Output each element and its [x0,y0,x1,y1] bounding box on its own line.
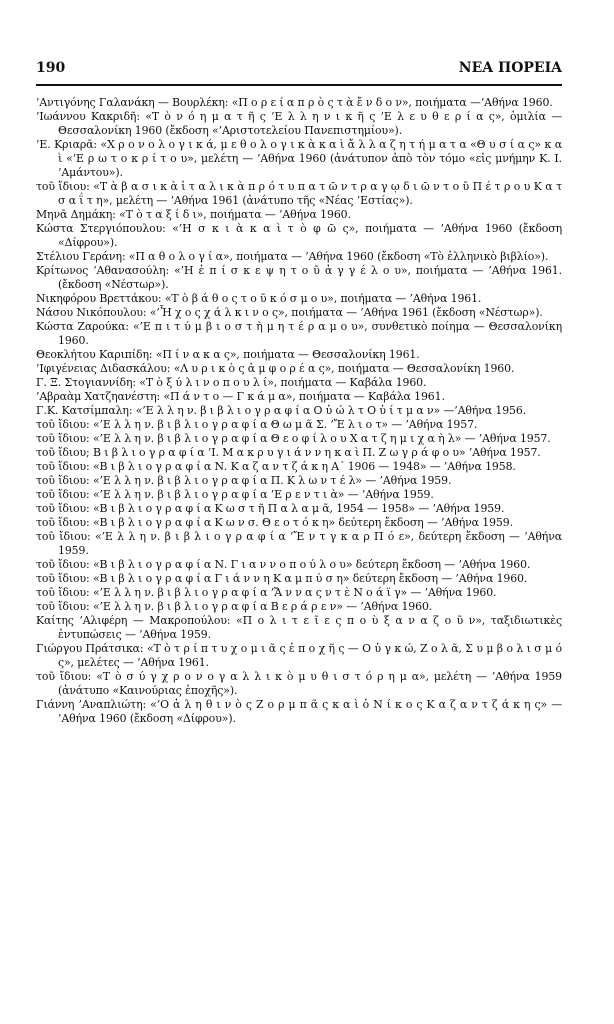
bibliography-list [36,96,562,726]
header-rule [36,84,562,86]
bibliography-entry: τοῦ ἴδιου: «Β ι β λ ι ο γ ρ α φ ί α Ν. Γ ι α ν ν ο π ο ύ λ ο υ» δεύτερη ἔκδοση — ’Αθήνα 1960. [36,558,531,571]
bibliography-entry: τοῦ ἴδιου: «Β ι β λ ι ο γ ρ α φ ί α Γ ι ά ν ν η Κ α μ π ύ σ η» δεύτερη ἔκδοση — ’Αθήνα 1960. [36,572,528,585]
bibliography-entry: Μηνᾶ Δημάκη: «Τ ὸ τ α ξ ί δ ι», ποιήματα — ’Αθήνα 1960. [36,208,351,221]
bibliography-entry: ’Ιφιγένειας Διδασκάλου: «Λ υ ρ ι κ ὸ ς ἀ μ φ ο ρ έ α ς», ποιήματα — Θεσσαλονίκη 1960. [36,362,515,375]
bibliography-entry: Κώστα Ζαρούκα: «’Ε π ι τ ύ μ β ι ο σ τ ὴ μ η τ έ ρ α μ ο υ», συνθετικὸ ποίημα — Θεσσαλονίκη 1960. [36,320,562,347]
bibliography-entry: ’Αβραὰμ Χατζηανέστη: «Π ά ν τ ο — Γ κ ά μ α», ποιήματα — Καβάλα 1961. [36,390,445,403]
bibliography-entry: Κρίτωνος ’Αθανασούλη: «’Η ἐ π ί σ κ ε ψ η τ ο ῦ ἀ γ γ έ λ ο υ», ποιήματα — ’Αθήνα 1961. (ἔκδοση «Νέστωρ»). [36,264,562,291]
bibliography-entry: ’Αντιγόνης Γαλανάκη — Βουρλέκη: «Π ο ρ ε ί α π ρ ὸ ς τ ὰ ἔ ν δ ο ν», ποιήματα —’Αθήνα 1960. [36,96,553,109]
bibliography-entry: τοῦ ἴδιου: «’Ε λ λ η ν. β ι β λ ι ο γ ρ α φ ί α Π. Κ λ ω ν τ έ λ» — ’Αθήνα 1959. [36,474,452,487]
bibliography-entry: τοῦ ἴδιου: «Τ ὰ β α σ ι κ ὰ ἰ τ α λ ι κ ὰ π ρ ό τ υ π α τ ῶ ν τ ρ α γ ῳ δ ι ῶ ν τ ο ῦ Π έ τ ρ ο υ Κ α τ σ α ΐ τ η», μελέτη — ’Αθήνα 1961 (ἀνάτυπο τῆς «Νέας ’Εστίας»). [36,180,562,207]
page-number: 190 [36,60,66,76]
bibliography-entry: Γιώργου Πράτσικα: «Τ ὸ τ ρ ί π τ υ χ ο μ ι ᾶ ς ἐ π ο χ ῆ ς — Ο ὐ γ κ ώ, Ζ ο λ ᾶ, Σ υ μ β ο λ ι σ μ ό ς», μελέτες — ’Αθήνα 1961. [36,642,562,669]
bibliography-entry: Θεοκλήτου Καριπίδη: «Π ί ν α κ α ς», ποιήματα — Θεσσαλονίκη 1961. [36,348,420,361]
bibliography-entry: τοῦ ἴδιου: «’Ε λ λ η ν. β ι β λ ι ο γ ρ α φ ί α Θ ω μ ᾶ Σ. ’Ἔ λ ι ο τ» — ’Αθήνα 1957. [36,418,478,431]
bibliography-entry: τοῦ ἴδιου; Β ι β λ ι ο γ ρ α φ ί α ’Ι. Μ α κ ρ υ γ ι ά ν ν η κ α ὶ Π. Ζ ω γ ρ ά φ ο υ» ’Αθήνα 1957. [36,446,541,459]
bibliography-entry: τοῦ ἴδιου: «Β ι β λ ι ο γ ρ α φ ί α Κ ω ν σ. Θ ε ο τ ό κ η» δεύτερη ἔκδοση — ’Αθήνα 1959. [36,516,513,529]
bibliography-entry: Στέλιου Γεράνη: «Π α θ ο λ ο γ ί α», ποιήματα — ’Αθήνα 1960 (ἔκδοση «Τὸ ἑλληνικὸ βιβλίο»). [36,250,549,263]
bibliography-entry: τοῦ ἴδιου: «Β ι β λ ι ο γ ρ α φ ί α Κ ω σ τ ῆ Π α λ α μ ᾶ, 1954 — 1958» — ’Αθήνα 1959. [36,502,505,515]
journal-title: ΝΕΑ ΠΟΡΕΙΑ [458,60,562,76]
bibliography-entry: τοῦ ἴδιου: «Τ ὸ σ ύ γ χ ρ ο ν ο γ α λ λ ι κ ὸ μ υ θ ι σ τ ό ρ η μ α», μελέτη — ’Αθήνα 1959 (ἀνάτυπο «Καινούριας ἐποχῆς»). [36,670,562,697]
bibliography-entry: Νικηφόρου Βρεττάκου: «Τ ὸ β ά θ ο ς τ ο ῦ κ ό σ μ ο υ», ποιήματα — ’Αθήνα 1961. [36,292,482,305]
bibliography-entry: Γ.Κ. Κατσίμπαλη: «’Ε λ λ η ν. β ι β λ ι ο γ ρ α φ ί α Ο ὐ ώ λ τ Ο ὐ ί τ μ α ν» —’Αθήνα 1956. [36,404,527,417]
bibliography-entry: ’Ε. Κριαρᾶ: «Χ ρ ο ν ο λ ο γ ι κ ά, μ ε θ ο λ ο γ ι κ ὰ κ α ὶ ἄ λ λ α ζ η τ ή μ α τ α «Θ υ σ ί α ς» κ α ὶ «’Ε ρ ω τ ο κ ρ ί τ ο υ», μελέτη — ’Αθήνα 1960 (ἀνάτυπον ἀπὸ τὸν τόμο «εἰς μνήμην Κ. Ι. ’Αμάντου»). [36,138,562,179]
bibliography-entry: τοῦ ἴδιου: «Β ι β λ ι ο γ ρ α φ ί α Ν. Κ α ζ α ν τ ζ ά κ η Α΄ 1906 — 1948» — ’Αθήνα 1958. [36,460,516,473]
bibliography-entry: ’Ιωάννου Κακριδῆ: «Τ ὸ ν ό η μ α τ ῆ ς ’Ε λ λ η ν ι κ ῆ ς ’Ε λ ε υ θ ε ρ ί α ς», ὁμιλία — Θεσσαλονίκη 1960 (ἔκδοση «’Αριστοτελείου Πανεπιστημίου»). [36,110,562,137]
bibliography-entry: τοῦ ἴδιου: «’Ε λ λ η ν. β ι β λ ι ο γ ρ α φ ί α ’Ε ρ ε ν τ ι ὰ» — ’Αθήνα 1959. [36,488,434,501]
bibliography-entry: Νάσου Νικόπουλου: «’Ἦ χ ο ς χ ά λ κ ι ν ο ς», ποιήματα — ’Αθήνα 1961 (ἔκδοση «Νέστωρ»). [36,306,543,319]
bibliography-entry: τοῦ ἴδιου: «’Ε λ λ η ν. β ι β λ ι ο γ ρ α φ ί α Β ε ρ ά ρ ε ν» — ’Αθήνα 1960. [36,600,433,613]
page-header [36,60,562,76]
bibliography-entry: τοῦ ἴδιου: «’Ε λ λ η ν. β ι β λ ι ο γ ρ α φ ί α Θ ε ο φ ί λ ο υ Χ α τ ζ η μ ι χ α ὴ λ» — ’Αθήνα 1957. [36,432,551,445]
bibliography-entry: Κώστα Στεργιόπουλου: «’Η σ κ ι ὰ κ α ὶ τ ὸ φ ῶ ς», ποιήματα — ’Αθήνα 1960 (ἔκδοση «Δίφρου»). [36,222,562,249]
bibliography-entry: τοῦ ἴδιου: «’Ε λ λ η ν. β ι β λ ι ο γ ρ α φ ί α ’Ἄ ν ν α ς ν τ ὲ Ν ο ά ϊ γ» — ’Αθήνα 1960. [36,586,497,599]
bibliography-entry: Γ. Ξ. Στογιαννίδη: «Τ ὸ ξ ύ λ ι ν ο π ο υ λ ί», ποιήματα — Καβάλα 1960. [36,376,427,389]
bibliography-entry: τοῦ ἴδιου: «’Ε λ λ η ν. β ι β λ ι ο γ ρ α φ ί α ’Ἔ ν τ γ κ α ρ Π ό ε», δεύτερη ἔκδοση — ’Αθήνα 1959. [36,530,562,557]
bibliography-entry: Καίτης ’Αλιφέρη — Μακροπούλου: «Π ο λ ι τ ε ῖ ε ς π ο ὺ ξ α ν α ζ ο ῦ ν», ταξιδιωτικὲς ἐντυπώσεις — ’Αθήνα 1959. [36,614,562,641]
bibliography-entry: Γιάννη ’Αναπλιώτη: «’Ο ἀ λ η θ ι ν ὸ ς Ζ ο ρ μ π ᾶ ς κ α ὶ ὁ Ν ί κ ο ς Κ α ζ α ν τ ζ ά κ η ς» — ’Αθήνα 1960 (ἔκδοση «Δίφρου»). [36,698,562,725]
